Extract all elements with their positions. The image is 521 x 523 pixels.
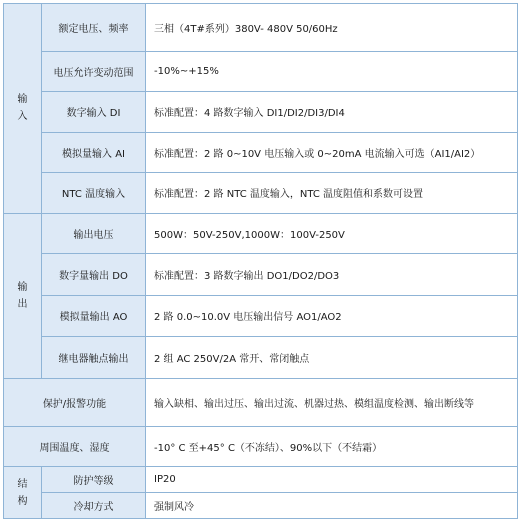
output-voltage-label: 输出电压	[42, 213, 146, 253]
ip-rating-value: IP20	[146, 467, 518, 493]
cooling-label: 冷却方式	[42, 492, 146, 518]
table-row	[4, 173, 518, 213]
table-row	[4, 4, 518, 52]
table-row	[4, 426, 518, 466]
rated-voltage-value: 三相（4T#系列）380V- 480V 50/60Hz	[146, 4, 518, 52]
digital-input-label: 数字输入 DI	[42, 92, 146, 132]
voltage-range-label: 电压允许变动范围	[42, 51, 146, 91]
digital-input-value: 标准配置：4 路数字输入 DI1/DI2/DI3/DI4	[146, 92, 518, 132]
table-row	[4, 254, 518, 296]
analog-output-label: 模拟量输出 AO	[42, 295, 146, 337]
ntc-input-value: 标准配置：2 路 NTC 温度输入，NTC 温度阻值和系数可设置	[146, 173, 518, 213]
section-output-label: 输出	[17, 281, 28, 310]
table-row	[4, 51, 518, 91]
ip-rating-label: 防护等级	[42, 467, 146, 493]
cooling-value: 强制风冷	[146, 492, 518, 518]
ambient-value: -10° C 至+45° C（不冻结）、90%以下（不结霜）	[146, 426, 518, 466]
section-output	[4, 213, 42, 378]
relay-output-label: 继电器触点输出	[42, 337, 146, 379]
table-row	[4, 337, 518, 379]
section-structure	[4, 467, 42, 519]
table-row	[4, 92, 518, 132]
ambient-label: 周围温度、湿度	[4, 426, 146, 466]
section-input	[4, 4, 42, 214]
table-row	[4, 378, 518, 426]
section-input-label: 输入	[17, 94, 28, 123]
rated-voltage-label: 额定电压、频率	[42, 4, 146, 52]
table-row	[4, 132, 518, 172]
table-row	[4, 467, 518, 493]
protection-value: 输入缺相、输出过压、输出过流、机器过热、模组温度检测、输出断线等	[146, 378, 518, 426]
table-row	[4, 492, 518, 518]
digital-output-value: 标准配置：3 路数字输出 DO1/DO2/DO3	[146, 254, 518, 296]
table-row	[4, 295, 518, 337]
analog-input-label: 模拟量输入 AI	[42, 132, 146, 172]
table-row	[4, 213, 518, 253]
analog-output-value: 2 路 0.0~10.0V 电压输出信号 AO1/AO2	[146, 295, 518, 337]
spec-table	[3, 3, 518, 519]
output-voltage-value: 500W：50V-250V,1000W：100V-250V	[146, 213, 518, 253]
ntc-input-label: NTC 温度输入	[42, 173, 146, 213]
analog-input-value: 标准配置：2 路 0~10V 电压输入或 0~20mA 电流输入可选（AI1/AI2）	[146, 132, 518, 172]
digital-output-label: 数字量输出 DO	[42, 254, 146, 296]
section-structure-label: 结构	[17, 478, 28, 507]
protection-label: 保护/报警功能	[4, 378, 146, 426]
relay-output-value: 2 组 AC 250V/2A 常开、常闭触点	[146, 337, 518, 379]
voltage-range-value: -10%~+15%	[146, 51, 518, 91]
